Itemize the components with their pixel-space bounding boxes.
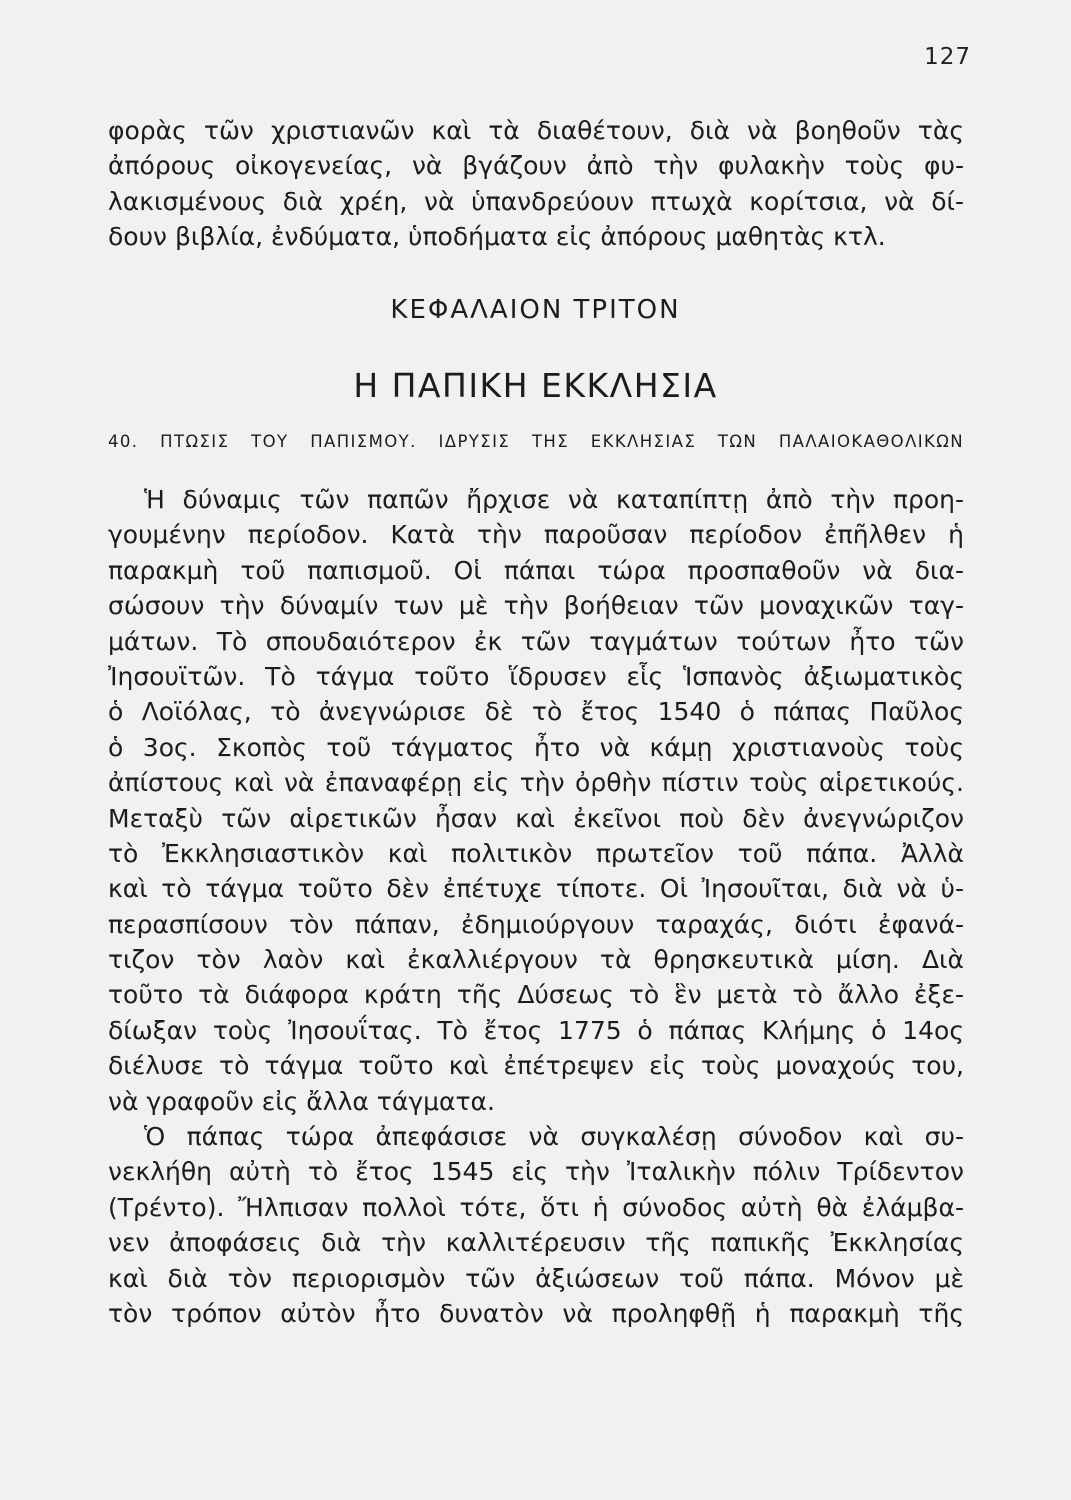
chapter-label: ΚΕΦΑΛΑΙΟΝ ΤΡΙΤΟΝ [390, 295, 681, 325]
text-line: περασπίσουν τὸν πάπαν, ἐδημιούργουν ταραχάς, διότι ἐφανά- [108, 909, 964, 939]
text-line: καὶ τὸ τάγμα τοῦτο δὲν ἐπέτυχε τίποτε. Οἱ Ἰησουῖται, διὰ νὰ ὑ- [108, 874, 964, 904]
text-line: σώσουν τὴν δύναμίν των μὲ τὴν βοήθειαν τῶν μοναχικῶν ταγ- [108, 591, 964, 621]
text-line: παρακμὴ τοῦ παπισμοῦ. Οἱ πάπαι τώρα προσπαθοῦν νὰ δια- [108, 555, 964, 585]
text-line: λακισμένους διὰ χρέη, νὰ ὑπανδρεύουν πτωχὰ κορίτσια, νὰ δί- [108, 186, 964, 216]
text-line: ὁ Λοϊόλας, τὸ ἀνεγνώρισε δὲ τὸ ἔτος 1540 ὁ πάπας Παῦλος [108, 697, 964, 727]
text-line: ἀπόρους οἰκογενείας, νὰ βγάζουν ἀπὸ τὴν φυλακὴν τοὺς φυ- [108, 151, 964, 181]
text-line: μάτων. Τὸ σπουδαιότερον ἐκ τῶν ταγμάτων τούτων ἦτο τῶν [108, 626, 964, 656]
text-line: τὸ Ἐκκλησιαστικὸν καὶ πολιτικὸν πρωτεῖον τοῦ πάπα. Ἀλλὰ [108, 838, 964, 868]
text-line: φορὰς τῶν χριστιανῶν καὶ τὰ διαθέτουν, διὰ νὰ βοηθοῦν τὰς [108, 116, 964, 145]
text-line: τοῦτο τὰ διάφορα κράτη τῆς Δύσεως τὸ ἓν μετὰ τὸ ἄλλο ἐξε- [108, 980, 964, 1010]
text-line: δίωξαν τοὺς Ἰησουΐτας. Τὸ ἔτος 1775 ὁ πάπας Κλήμης ὁ 14ος [108, 1015, 964, 1045]
text-line: δουν βιβλία, ἐνδύματα, ὑποδήματα εἰς ἀπόρους μαθητὰς κτλ. [108, 222, 886, 252]
text-line: ὁ 3ος. Σκοπὸς τοῦ τάγματος ἦτο νὰ κάμῃ χριστιανοὺς τοὺς [108, 732, 964, 762]
text-line: Ὁ πάπας τώρα ἀπεφάσισε νὰ συγκαλέσῃ σύνοδον καὶ συ- [144, 1122, 964, 1152]
text-line: τιζον τὸν λαὸν καὶ ἐκαλλιέργουν τὰ θρησκευτικὰ μίση. Διὰ [108, 945, 964, 975]
text-line: νεκλήθη αὐτὴ τὸ ἔτος 1545 εἰς τὴν Ἰταλικὴν πόλιν Τρίδεντον [108, 1157, 964, 1187]
page-number: 127 [924, 44, 971, 70]
text-line: τὸν τρόπον αὐτὸν ἦτο δυνατὸν νὰ προληφθῇ ἡ παρακμὴ τῆς [108, 1298, 964, 1328]
opening-paragraph [108, 113, 964, 255]
text-line: Ἰησουϊτῶν. Τὸ τάγμα τοῦτο ἵδρυσεν εἷς Ἱσπανὸς ἀξιωματικὸς [108, 661, 964, 691]
text-line: διέλυσε τὸ τάγμα τοῦτο καὶ ἐπέτρεψεν εἰς τοὺς μοναχούς του, [108, 1051, 964, 1081]
section-body [108, 482, 964, 1331]
text-line: γουμένην περίοδον. Κατὰ τὴν παροῦσαν περίοδον ἐπῆλθεν ἡ [108, 520, 964, 550]
text-line: Μεταξὺ τῶν αἱρετικῶν ἦσαν καὶ ἐκεῖνοι ποὺ δὲν ἀνεγνώριζον [108, 803, 964, 833]
section-heading: 40. ΠΤΩΣΙΣ ΤΟΥ ΠΑΠΙΣΜΟΥ. ΙΔΡΥΣΙΣ ΤΗΣ ΕΚΚΛΗΣΙΑΣ ΤΩΝ ΠΑΛΑΙΟΚΑΘΟΛΙΚΩΝ [108, 432, 964, 451]
text-line: ἀπίστους καὶ νὰ ἐπαναφέρῃ εἰς τὴν ὀρθὴν πίστιν τοὺς αἱρετικούς. [108, 768, 964, 798]
text-line: καὶ διὰ τὸν περιορισμὸν τῶν ἀξιώσεων τοῦ πάπα. Μόνον μὲ [108, 1263, 964, 1293]
text-line: νὰ γραφοῦν εἰς ἄλλα τάγματα. [108, 1086, 495, 1116]
text-line: νεν ἀποφάσεις διὰ τὴν καλλιτέρευσιν τῆς παπικῆς Ἐκκλησίας [108, 1228, 964, 1258]
chapter-title: Η ΠΑΠΙΚΗ ΕΚΚΛΗΣΙΑ [353, 366, 718, 405]
text-line: (Τρέντο). Ἤλπισαν πολλοὶ τότε, ὅτι ἡ σύνοδος αὐτὴ θὰ ἐλάμβα- [108, 1192, 964, 1222]
text-line: Ἡ δύναμις τῶν παπῶν ἤρχισε νὰ καταπίπτῃ ἀπὸ τὴν προη- [144, 485, 964, 514]
